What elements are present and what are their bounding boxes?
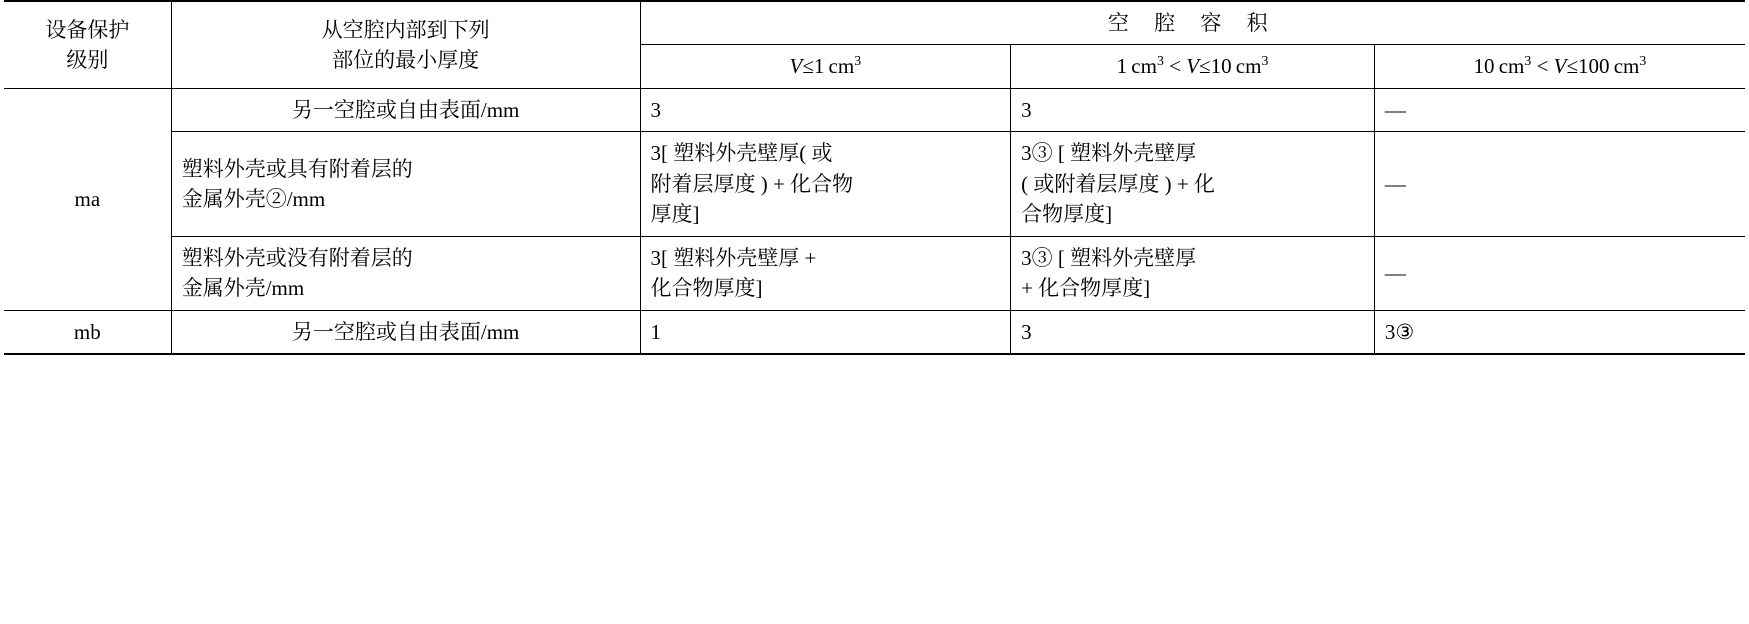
- header-volume-range-2: [1011, 45, 1375, 88]
- table-header-row-1: [4, 1, 1745, 45]
- row-value-mb-1-v1: 1: [640, 310, 1011, 354]
- row-value-ma-2-v1-line3: 厚度]: [650, 202, 700, 227]
- row-desc-ma-3-line2: 金属外壳/mm: [181, 276, 305, 301]
- header-volume-range-3-text: 10 $cm^3 < V\le 100$ $cm^3$: [1473, 53, 1647, 79]
- header-epl: [4, 1, 171, 88]
- row-value-ma-2-v1-line1: 3[ 塑料外壳壁厚( 或: [650, 141, 833, 166]
- row-value-mb-1-v3: 3③: [1374, 310, 1745, 354]
- row-value-ma-2-v2: [1011, 132, 1375, 236]
- header-volume-range-1-text: V≤1 $cm^3$: [789, 53, 862, 79]
- table-row: [4, 88, 1745, 131]
- header-volume-range-1: [640, 45, 1011, 88]
- header-epl-line2: 级别: [66, 47, 109, 72]
- table-row: [4, 132, 1745, 236]
- row-value-ma-1-v1: 3: [640, 88, 1011, 131]
- row-value-ma-2-v2-line3: 合物厚度]: [1021, 202, 1113, 227]
- row-desc-ma-2-line1: 塑料外壳或具有附着层的: [181, 156, 413, 181]
- header-epl-line1: 设备保护: [45, 17, 130, 42]
- header-volume-range-3: [1374, 45, 1745, 88]
- row-desc-ma-3: [171, 236, 640, 310]
- row-value-ma-3-v1: [640, 236, 1011, 310]
- row-value-ma-1-v3: —: [1374, 88, 1745, 131]
- row-value-ma-3-v2: [1011, 236, 1375, 310]
- row-desc-ma-1: 另一空腔或自由表面/mm: [171, 88, 640, 131]
- row-value-ma-2-v3: —: [1374, 132, 1745, 236]
- row-value-ma-3-v3: —: [1374, 236, 1745, 310]
- spec-table: [4, 0, 1745, 355]
- row-desc-ma-3-line1: 塑料外壳或没有附着层的: [181, 245, 413, 270]
- header-cavity-volume: 空 腔 容 积: [640, 1, 1745, 45]
- header-min-thickness: [171, 1, 640, 88]
- header-min-thickness-line1: 从空腔内部到下列: [321, 17, 490, 42]
- row-epl-ma: ma: [4, 88, 171, 310]
- header-min-thickness-line2: 部位的最小厚度: [332, 47, 480, 72]
- row-value-ma-1-v2: 3: [1011, 88, 1375, 131]
- row-value-ma-2-v1: [640, 132, 1011, 236]
- row-value-ma-2-v2-line1: 3③ [ 塑料外壳壁厚: [1021, 141, 1197, 166]
- table-row: [4, 310, 1745, 354]
- row-value-ma-2-v1-line2: 附着层厚度 ) + 化合物: [650, 171, 854, 196]
- row-desc-mb-1: 另一空腔或自由表面/mm: [171, 310, 640, 354]
- row-value-mb-1-v2: 3: [1011, 310, 1375, 354]
- row-value-ma-3-v1-line1: 3[ 塑料外壳壁厚 +: [650, 245, 817, 270]
- row-value-ma-3-v2-line1: 3③ [ 塑料外壳壁厚: [1021, 245, 1197, 270]
- table-row: [4, 236, 1745, 310]
- row-epl-mb: mb: [4, 310, 171, 354]
- row-value-ma-2-v2-line2: ( 或附着层厚度 ) + 化: [1021, 171, 1215, 196]
- header-volume-range-2-text: 1 $cm^3 < V\le 10$ $cm^3$: [1116, 53, 1269, 79]
- row-desc-ma-2-line2: 金属外壳②/mm: [181, 186, 326, 211]
- row-desc-ma-2: [171, 132, 640, 236]
- row-value-ma-3-v1-line2: 化合物厚度]: [650, 276, 763, 301]
- row-value-ma-3-v2-line2: + 化合物厚度]: [1021, 276, 1151, 301]
